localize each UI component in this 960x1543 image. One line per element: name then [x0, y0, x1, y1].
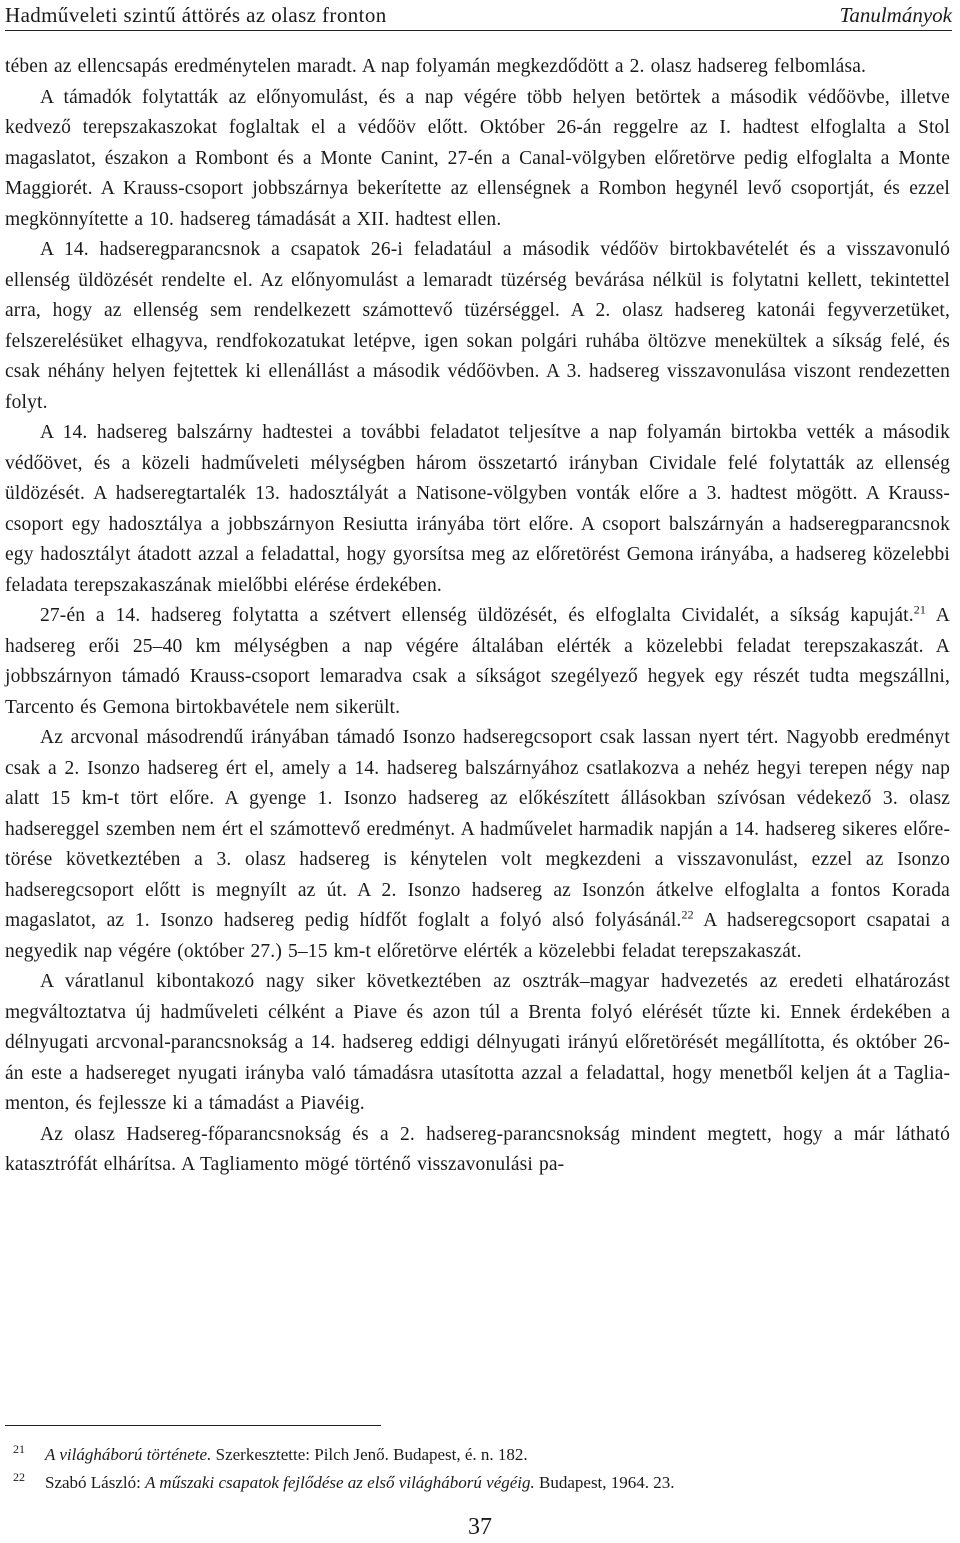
- running-header: [5, 0, 952, 31]
- paragraph: [5, 723, 950, 967]
- paragraph-text: A hadseregcsoport csapatai a negyedik nap végére (október 27.) 5–15 km-t előretörve elérték a közelebbi feladat terepszakaszát.: [5, 910, 950, 962]
- footnote-text: Szerkesztette: Pilch Jenő. Budapest, é. n. 182.: [211, 1445, 528, 1464]
- footnote-ref[interactable]: 21: [913, 602, 927, 617]
- paragraph: [5, 83, 950, 236]
- footnote-divider: [5, 1425, 381, 1426]
- paragraph-text: A váratlanul kibontakozó nagy siker következtében az osztrák–magyar hadvezetés az eredeti elhatározást megváltoztatva új hadműveleti célként a Piave és azon túl a Brenta folyó elérését tűzte ki. Ennek érdekében a délnyugati arcvonal-parancsnokság a 14. hadsereg eddigi délnyugati irányú előretörését megállította, és október 26-án este a hadsereget nyugati irányba való támadásra utasította azzal a feladattal, hogy menetből keljen át a Tagliamenton, és fejlessze ki a támadást a Piavéig.: [5, 971, 950, 1114]
- paragraph-text: A 14. hadsereg balszárny hadtestei a további feladatot teljesítve a nap folyamán birtokba vették a második védőövet, és a közeli hadműveleti mélységben három összetartó irányban Cividale felé folytatták az ellenség üldözését. A hadseregtartalék 13. hadosztályát a Natisone-völgyben vonták előre a 3. hadtest mögött. A Krauss-csoport egy hadosztálya a jobbszárnyon Resiutta irányába tört előre. A csoport balszárnyán a hadseregparancsnok egy hadosztályt átadott azzal a feladattal, hogy gyorsítsa meg az előretörést Gemona irányába, a hadsereg közelebbi feladata terepszakaszának mielőbbi elérése érdekében.: [5, 422, 950, 596]
- paragraph: [5, 52, 950, 83]
- footnote-number: 21: [13, 1442, 25, 1456]
- paragraph-text: A 14. hadseregparancsnok a csapatok 26-i feladatául a második védőöv birtokbavételét és a visszavonuló ellenség üldözését rendelte el. Az előnyomulást a lemaradt tüzérség bevárása nélkül is folytatni kellett, tekintettel arra, hogy az ellenség sem rendelkezett számottevő tüzérséggel. A 2. olasz hadsereg katonái fegyverzetüket, felszerelésüket elhagyva, rendfokozatukat letépve, igen sokan polgári ruhába öltözve menekültek a síkság felé, és csak néhány helyen fejtettek ki ellenállást a második védőövben. A 3. hadsereg visszavonulása viszont rendezetten folyt.: [5, 239, 950, 413]
- footnote-title: A világháború története.: [45, 1445, 212, 1464]
- footnote-text: Budapest, 1964. 23.: [534, 1473, 675, 1492]
- paragraph-text: A hadsereg erői 25–40 km mélységben a nap végére általában elérték a közelebbi feladat terepszakaszát. A jobbszárnyon támadó Krauss-csoport lemaradva csak a síkságot szegélyező hegyek egy részét tudta megszállni, Tarcento és Gemona birtokbavétele nem sikerült.: [5, 605, 951, 718]
- running-header-section: Tanulmányok: [839, 3, 952, 27]
- paragraph: [5, 418, 950, 601]
- paragraph-text: Az olasz Hadsereg-főparancsnokság és a 2. hadsereg-parancsnokság mindent megtett, hogy a már látható katasztrófát elhárítsa. A Tagliamento mögé történő visszavonulási pa-: [5, 1123, 950, 1175]
- footnote: [5, 1441, 945, 1469]
- paragraph: [5, 967, 950, 1120]
- paragraph: [5, 235, 950, 418]
- paragraph: [5, 1120, 950, 1181]
- footnote-author: Szabó László:: [45, 1473, 146, 1492]
- footnote: [5, 1469, 945, 1497]
- footnote-title: A műszaki csapatok fejlődése az első világháború végéig.: [145, 1473, 535, 1492]
- paragraph-text: tében az ellencsapás eredménytelen maradt. A nap folyamán megkezdődött a 2. olasz hadsereg felbomlása.: [5, 56, 867, 77]
- running-header-title: Hadműveleti szintű áttörés az olasz fronton: [5, 3, 387, 27]
- paragraph: [5, 601, 950, 723]
- footnote-number: 22: [13, 1470, 25, 1484]
- page-number: 37: [468, 1514, 492, 1540]
- paragraph-text: 27-én a 14. hadsereg folytatta a szétvert ellenség üldözését, és elfoglalta Cividalét, a síkság kapuját.: [40, 605, 914, 626]
- paragraph-text: A támadók folytatták az előnyomulást, és a nap végére több helyen betörtek a második védőövbe, illetve kedvező terepszakaszokat foglaltak el a védőöv előtt. Október 26-án reggelre az I. hadtest elfoglalta a Stol magaslatot, északon a Rombont és a Monte Canint, 27-én a Canal-völgyben előretörve pedig elfoglalta a Monte Maggiorét. A Krauss-csoport jobbszárnya bekerítette az ellenségnek a Rombon hegynél levő csoportját, és ezzel megkönnyítette a 10. hadsereg támadását a XII. hadtest ellen.: [5, 86, 950, 230]
- paragraph-text: Az arcvonal másodrendű irányában támadó Isonzo hadseregcsoport csak lassan nyert tért. Nagyobb eredményt csak a 2. Isonzo hadsereg ért el, amely a 14. hadsereg balszárnyához csatlakozva a nehéz hegyi terepen négy nap alatt 15 km-t tört előre. A gyenge 1. Isonzo hadsereg az előkészített állásokban szívósan védekező 3. olasz hadsereggel szemben nem ért el számottevő eredményt. A hadművelet harmadik napján a 14. hadsereg sikeres előretörése következtében a 3. olasz hadsereg is kénytelen volt megkezdeni a visszavonulást, ezzel az Isonzo hadseregcsoport előtt is megnyílt az út. A 2. Isonzo hadsereg az Isonzón átkelve elfoglalta a fontos Korada magaslatot, az 1. Isonzo hadsereg pedig hídfőt foglalt a folyó alsó folyásánál.: [5, 727, 950, 931]
- footnotes: [5, 1441, 945, 1497]
- footnote-ref[interactable]: 22: [681, 907, 694, 922]
- body-text: [5, 52, 950, 1181]
